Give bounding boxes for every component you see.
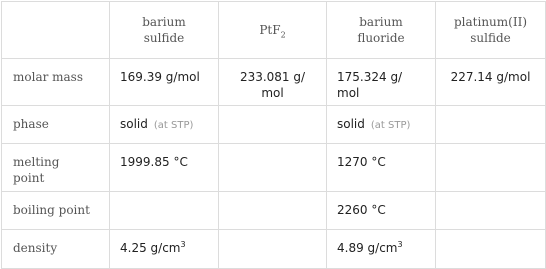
- table-row-density: [2, 230, 546, 269]
- cell-boiling-point-platinum-ii-sulfide: [436, 192, 546, 230]
- cell-boiling-point-ptf2: [219, 192, 327, 230]
- cell-molar-mass-platinum-ii-sulfide: 227.14 g/mol: [436, 59, 546, 106]
- cell-phase-ptf2: [219, 106, 327, 144]
- row-label-phase: phase: [2, 106, 110, 144]
- cell-density-barium-sulfide: 4.25 $g/cm^3$: [110, 230, 219, 269]
- header-row: [2, 2, 546, 59]
- cell-phase-platinum-ii-sulfide: [436, 106, 546, 144]
- row-label-density: density: [2, 230, 110, 269]
- cell-phase-barium-sulfide: solid (at STP): [110, 106, 219, 144]
- column-header-platinum-ii-sulfide: platinum(II) sulfide: [436, 2, 546, 59]
- table-row-boiling-point: [2, 192, 546, 230]
- row-label-boiling-point: boiling point: [2, 192, 110, 230]
- cell-phase-barium-fluoride: solid (at STP): [327, 106, 436, 144]
- cell-boiling-point-barium-sulfide: [110, 192, 219, 230]
- corner-cell: [2, 2, 110, 59]
- column-header-barium-sulfide: barium sulfide: [110, 2, 219, 59]
- properties-table: [1, 1, 546, 269]
- cell-melting-point-platinum-ii-sulfide: [436, 144, 546, 192]
- cell-melting-point-ptf2: [219, 144, 327, 192]
- row-label-melting-point: melting point: [2, 144, 110, 192]
- table-row-phase: [2, 106, 546, 144]
- column-header-barium-fluoride: barium fluoride: [327, 2, 436, 59]
- stp-note: (at STP): [370, 120, 411, 131]
- table-row-melting-point: [2, 144, 546, 192]
- cell-molar-mass-barium-sulfide: 169.39 g/mol: [110, 59, 219, 106]
- cell-melting-point-barium-fluoride: 1270 °C: [327, 144, 436, 192]
- cell-melting-point-barium-sulfide: 1999.85 °C: [110, 144, 219, 192]
- cell-boiling-point-barium-fluoride: 2260 °C: [327, 192, 436, 230]
- column-header-ptf2: PtF$_2$: [219, 2, 327, 59]
- table-row-molar-mass: [2, 59, 546, 106]
- stp-note: (at STP): [153, 120, 194, 131]
- cell-molar-mass-ptf2: 233.081 g/ mol: [219, 59, 327, 106]
- cell-density-barium-fluoride: 4.89 $g/cm^3$: [327, 230, 436, 269]
- cell-density-platinum-ii-sulfide: [436, 230, 546, 269]
- cell-molar-mass-barium-fluoride: 175.324 g/ mol: [327, 59, 436, 106]
- cell-density-ptf2: [219, 230, 327, 269]
- row-label-molar-mass: molar mass: [2, 59, 110, 106]
